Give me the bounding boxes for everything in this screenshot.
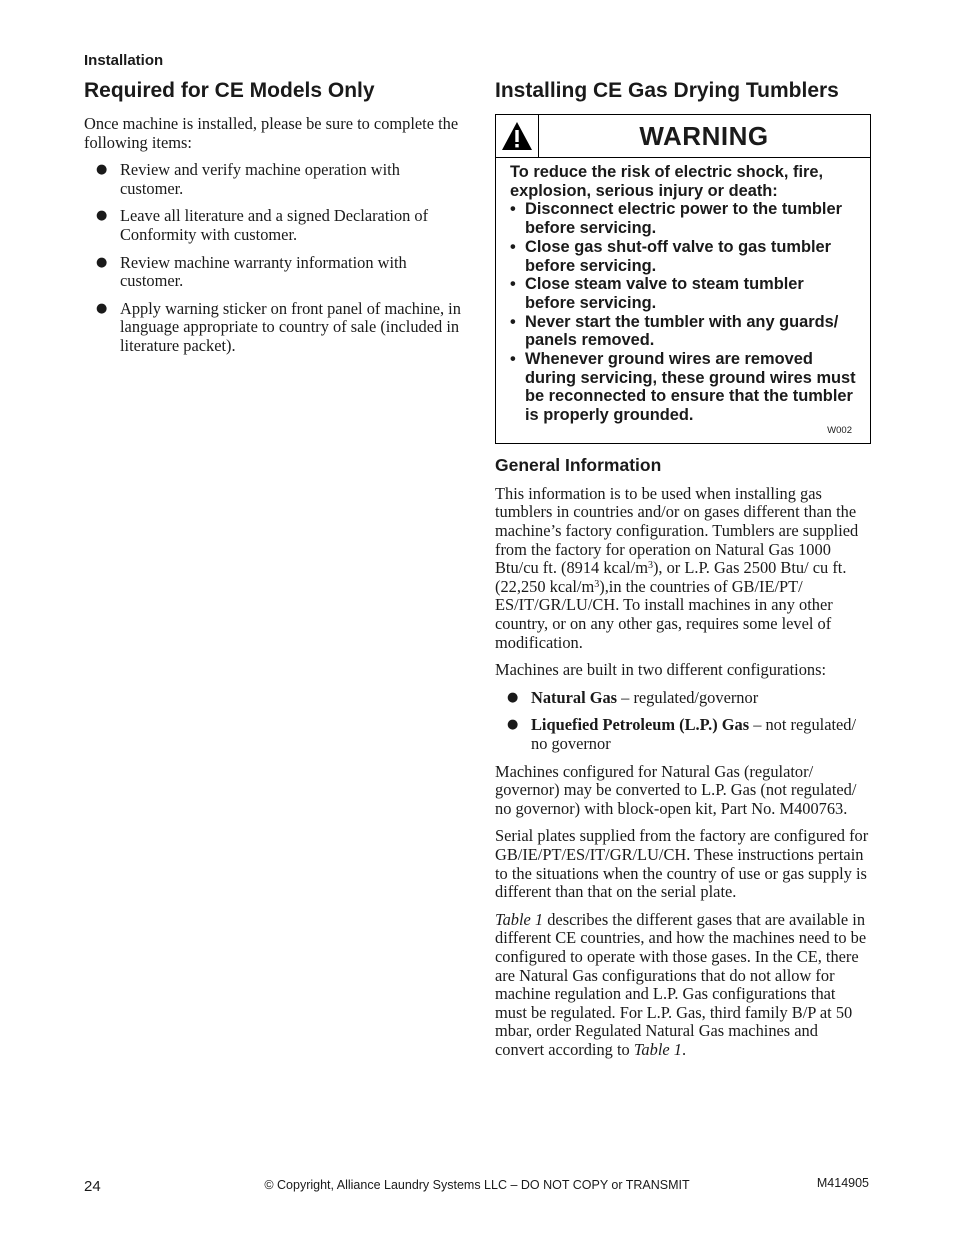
list-item: ● Leave all literature and a signed Declaration of Conformity with customer. (84, 207, 462, 244)
right-heading: Installing CE Gas Drying Tumblers (495, 79, 839, 102)
list-item (495, 716, 871, 753)
section-label: Installation (84, 52, 164, 69)
document-number: M414905 (816, 1176, 869, 1190)
general-paragraph-2: Machines are built in two different configurations: (495, 660, 827, 680)
general-paragraph-4: Serial plates supplied from the factory are configured for GB/IE/PT/ES/IT/GR/LU/CH. These instructions pertain to the situations when the country of use or gas supply is different than that on the serial plate. (495, 826, 869, 902)
warning-box (495, 114, 871, 444)
config-desc: – not regulated/ no governor (531, 715, 857, 753)
general-paragraph-3: Machines configured for Natural Gas (regulator/ governor) may be converted to L.P. Gas (not regulated/ no governor) with block-open kit, Part No. M400763. (495, 761, 857, 818)
general-paragraph-1 (495, 485, 871, 652)
config-name: Liquefied Petroleum (L.P.) Gas (531, 715, 750, 735)
list-item: ● Review machine warranty information with customer. (84, 254, 462, 291)
config-desc: – regulated/governor (617, 687, 759, 707)
list-item: • Close gas shut-off valve to gas tumbler before servicing. (510, 238, 856, 275)
warning-body (496, 158, 870, 443)
list-item: • Never start the tumbler with any guards/ panels removed. (510, 313, 856, 350)
config-name: Natural Gas (531, 687, 618, 707)
config-list (495, 689, 871, 754)
warning-icon-cell (496, 115, 539, 157)
text-run: . (681, 1039, 687, 1059)
text-run: ),in the countries of GB/IE/PT/ ES/IT/GR/LU/CH. To install machines in any other country, or on any other gas, requires some level of modification. (495, 576, 833, 652)
page-number: 24 (84, 1178, 101, 1195)
superscript: 3 (647, 560, 653, 572)
warning-title: WARNING (639, 121, 769, 151)
general-paragraph-5 (495, 911, 871, 1060)
text-run: ), or L.P. Gas 2500 Btu/ cu ft. (22,250 kcal/m (495, 558, 847, 596)
footer-copyright: © Copyright, Alliance Laundry Systems LLC – DO NOT COPY or TRANSMIT (264, 1178, 690, 1192)
list-item: ● Review and verify machine operation with customer. (84, 161, 462, 198)
table-reference: Table 1 (633, 1039, 682, 1059)
warning-header (496, 115, 870, 158)
list-item: ● Apply warning sticker on front panel of machine, in language appropriate to country of sale (included in literature packet). (84, 300, 462, 356)
list-item (495, 689, 871, 708)
warning-code: W002 (827, 424, 852, 436)
general-info-heading: General Information (495, 454, 662, 475)
list-item: • Disconnect electric power to the tumbler before servicing. (510, 200, 856, 237)
warning-intro: To reduce the risk of electric shock, fire, explosion, serious injury or death: (510, 163, 824, 200)
right-column (495, 78, 871, 1059)
list-item: • Whenever ground wires are removed during servicing, these ground wires must be reconnected to ensure that the tumbler is properly grounded. (510, 350, 856, 425)
warning-list (510, 200, 856, 424)
left-heading: Required for CE Models Only (84, 79, 375, 102)
left-checklist (84, 161, 462, 355)
list-item: • Close steam valve to steam tumbler before servicing. (510, 275, 856, 312)
warning-triangle-icon (501, 120, 533, 152)
text-run: describes the different gases that are available in different CE countries, and how the machines need to be configured to operate with those gases. In the CE, there are Natural Gas configurations that do not allow for machine regulation and L.P. Gas configurations that must be regulated. For L.P. Gas, third family B/P at 50 mbar, order Regulated Natural Gas machines and convert according to (495, 909, 867, 1059)
left-intro: Once machine is installed, please be sure to complete the following items: (84, 114, 459, 152)
table-reference: Table 1 (495, 909, 544, 929)
left-column (84, 78, 462, 356)
text-run: This information is to be used when installing gas tumblers in countries and/or on gases different than the machine’s factory configuration. Tumblers are supplied from the factory for operation on Natural Gas 1000 Btu/cu ft. (8914 kcal/m (495, 483, 859, 578)
superscript: 3 (594, 578, 600, 590)
